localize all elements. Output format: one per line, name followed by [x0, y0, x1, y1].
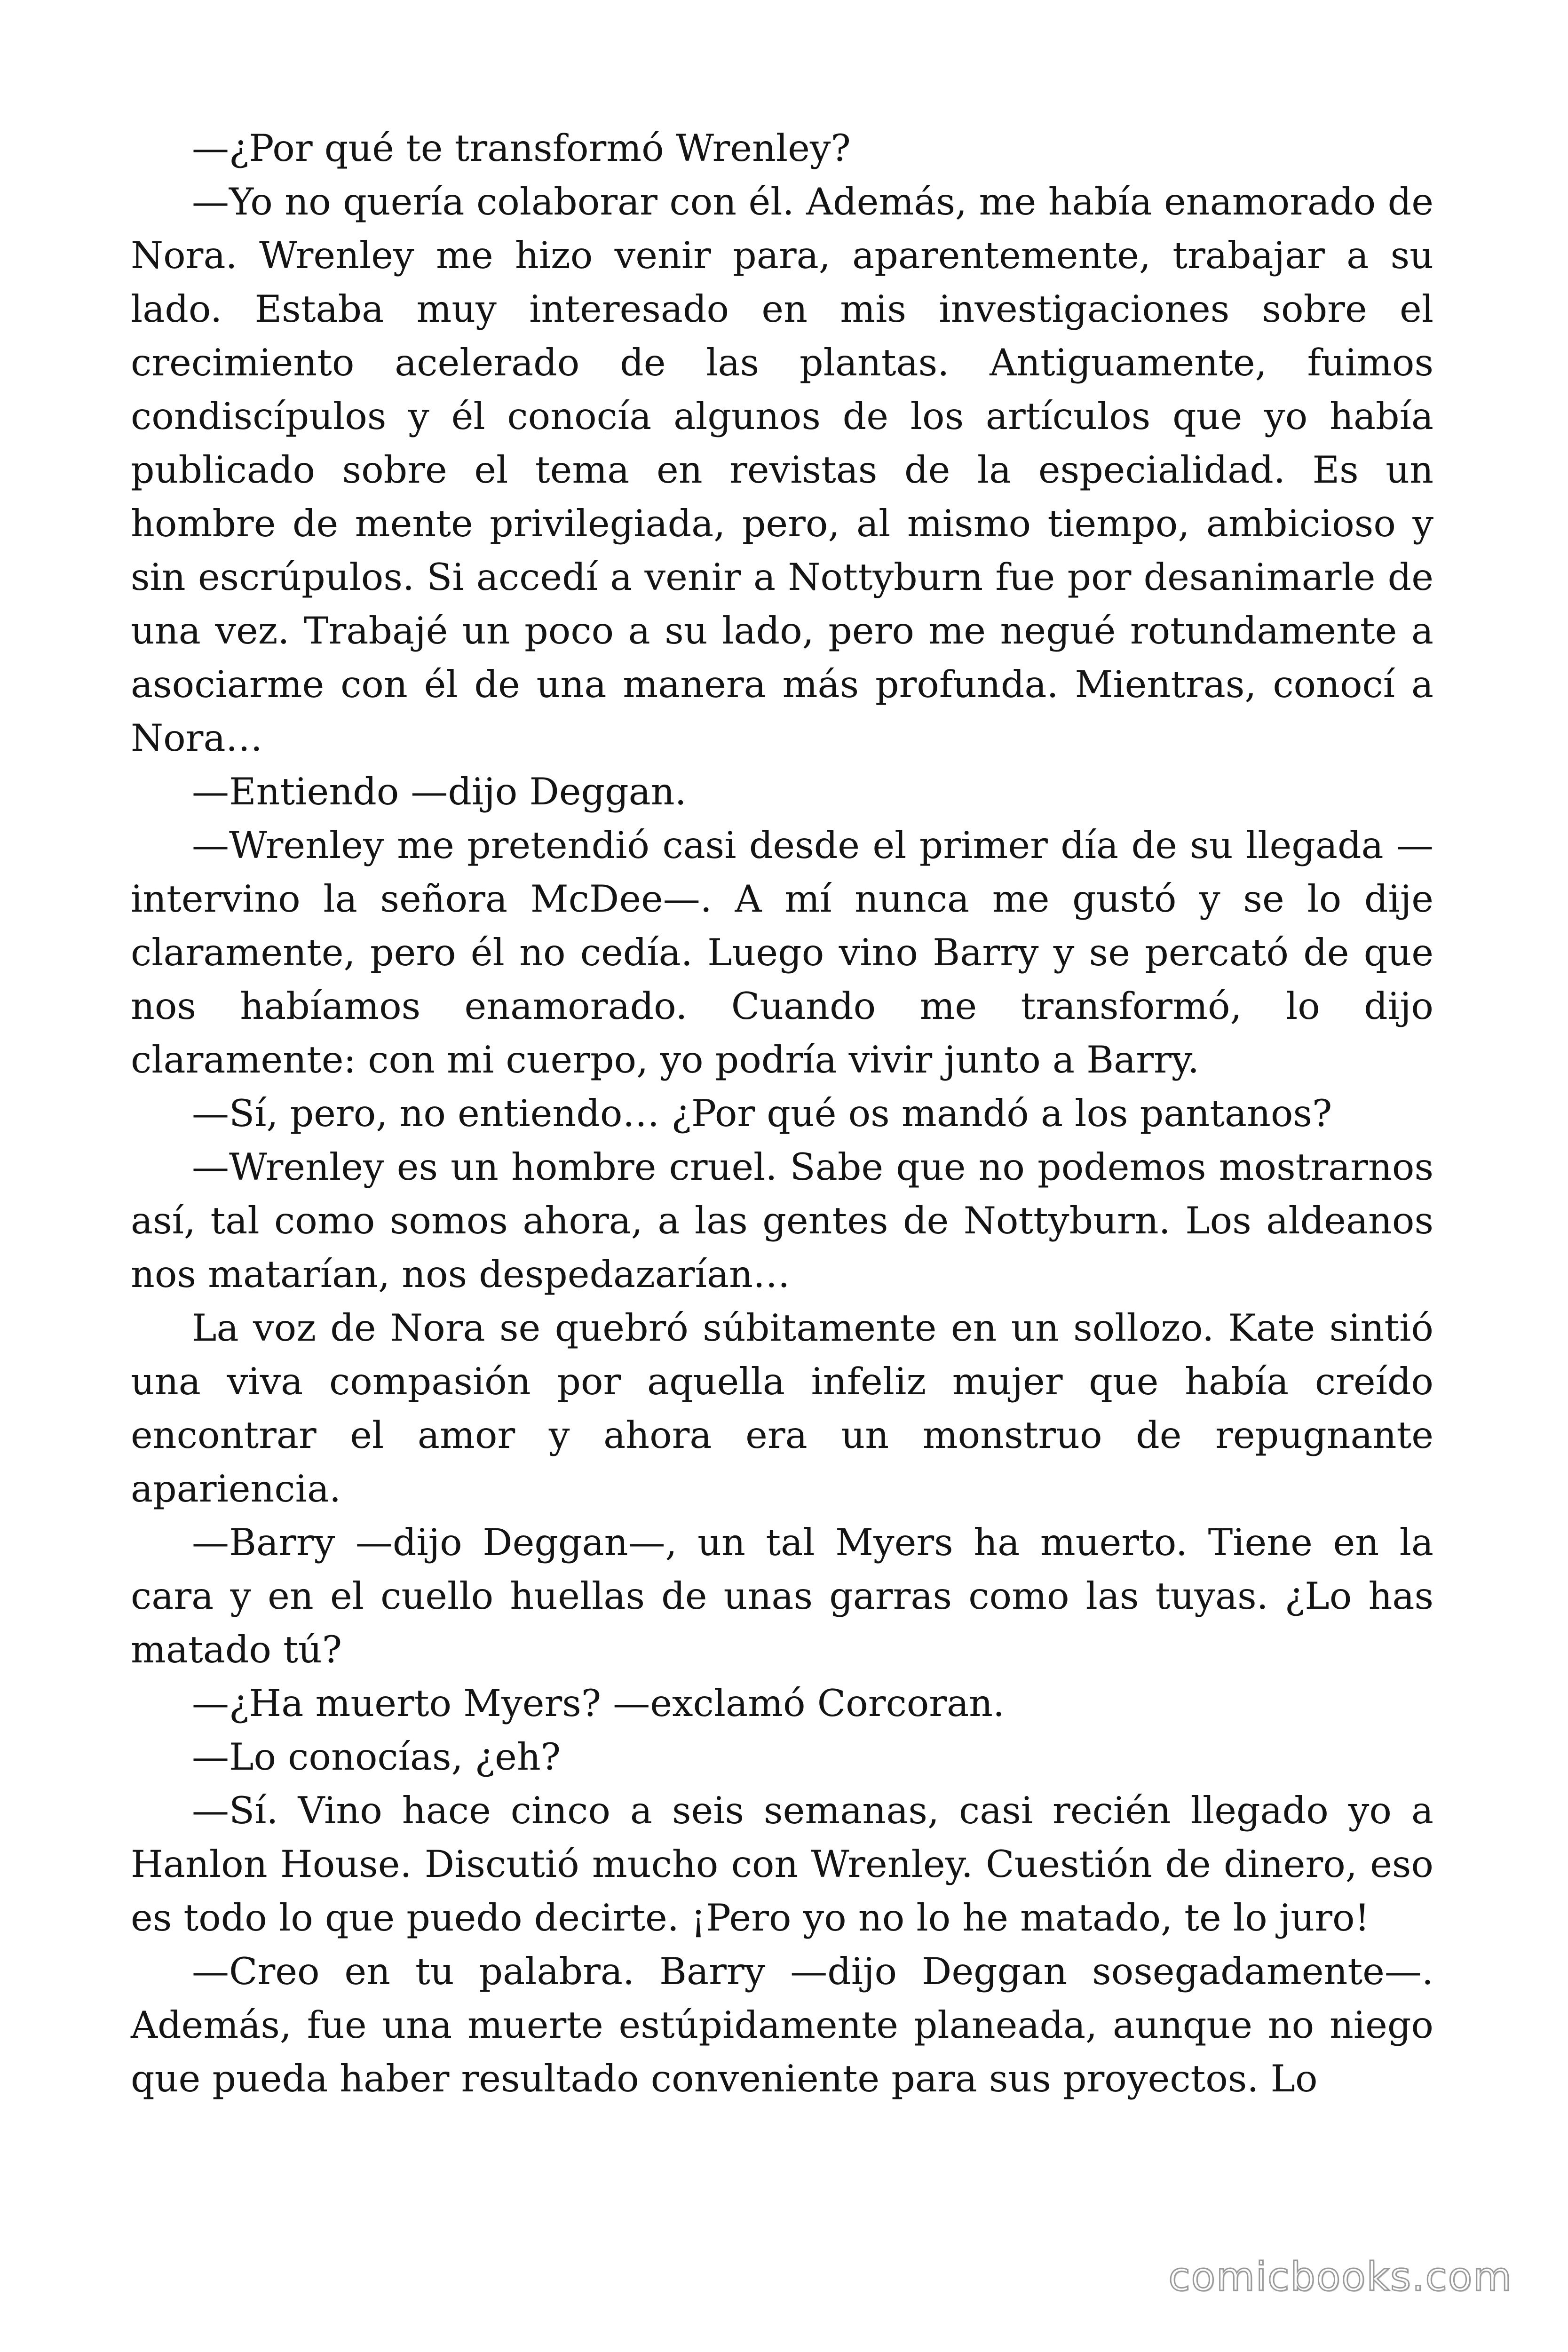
paragraph: La voz de Nora se quebró súbitamente en un sollozo. Kate sintió una viva compasión por aquella infeliz mujer que había creído encontrar el amor y ahora era un monstruo de repugnante apariencia.	[131, 1306, 1433, 1510]
page-body	[131, 121, 1433, 2106]
paragraph: —¿Por qué te transformó Wrenley?	[192, 127, 851, 170]
paragraph: —Yo no quería colaborar con él. Además, me había enamorado de Nora. Wrenley me hizo venir para, aparentemente, trabajar a su lado. Estaba muy interesado en mis investigaciones sobre el crecimiento acelerado de las plantas. Antiguamente, fuimos condiscípulos y él conocía algunos de los artículos que yo había publicado sobre el tema en revistas de la especialidad. Es un hombre de mente privilegiada, pero, al mismo tiempo, ambicioso y sin escrúpulos. Si accedí a venir a Nottyburn fue por desanimarle de una vez. Trabajé un poco a su lado, pero me negué rotundamente a asociarme con él de una manera más profunda. Mientras, conocí a Nora…	[131, 180, 1433, 760]
watermark: comicbooks.com	[1168, 2254, 1513, 2300]
paragraph: —Lo conocías, ¿eh?	[192, 1735, 561, 1779]
paragraph: —Wrenley es un hombre cruel. Sabe que no podemos mostrarnos así, tal como somos ahora, a las gentes de Nottyburn. Los aldeanos nos matarían, nos despedazarían…	[131, 1145, 1433, 1296]
paragraph: —Entiendo —dijo Deggan.	[192, 770, 687, 813]
paragraph: —Barry —dijo Deggan—, un tal Myers ha muerto. Tiene en la cara y en el cuello huellas de unas garras como las tuyas. ¿Lo has matado tú?	[131, 1521, 1433, 1671]
paragraph: —Sí. Vino hace cinco a seis semanas, casi recién llegado yo a Hanlon House. Discutió mucho con Wrenley. Cuestión de dinero, eso es todo lo que puedo decirte. ¡Pero yo no lo he matado, te lo juro!	[131, 1789, 1433, 1939]
paragraph: —Wrenley me pretendió casi desde el primer día de su llegada —intervino la señora McDee—. A mí nunca me gustó y se lo dije claramente, pero él no cedía. Luego vino Barry y se percató de que nos habíamos enamorado. Cuando me transformó, lo dijo claramente: con mi cuerpo, yo podría vivir junto a Barry.	[131, 824, 1433, 1081]
paragraph: —¿Ha muerto Myers? —exclamó Corcoran.	[192, 1682, 1005, 1725]
paragraph: —Creo en tu palabra. Barry —dijo Deggan sosegadamente—. Además, fue una muerte estúpidamente planeada, aunque no niego que pueda haber resultado conveniente para sus proyectos. Lo	[131, 1950, 1433, 2100]
paragraph: —Sí, pero, no entiendo… ¿Por qué os mandó a los pantanos?	[192, 1092, 1332, 1135]
